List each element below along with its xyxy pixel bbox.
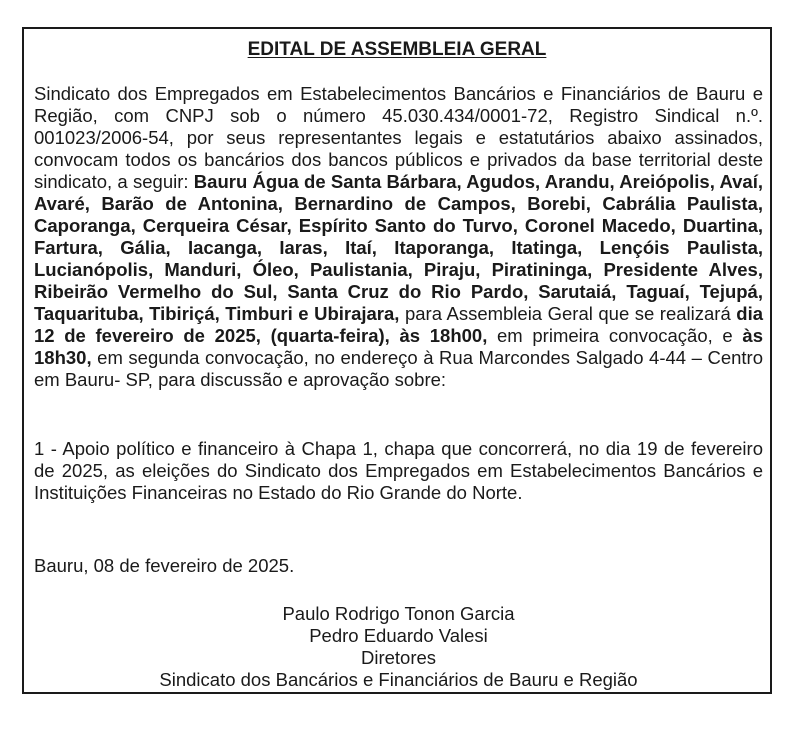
signatory-name-1: Paulo Rodrigo Tonon Garcia (282, 603, 515, 624)
agenda-item-1: 1 - Apoio político e financeiro à Chapa 1, chapa que concorrerá, no dia 19 de fevereiro de 2025, as eleições do Sindicato dos Empregados em Estabelecimentos Bancários e Instituições Financeiras no Estado do Rio Grande do Norte. (34, 438, 763, 503)
signatory-organization: Sindicato dos Bancários e Financiários de Bauru e Região (159, 669, 638, 690)
notice-frame (22, 27, 772, 694)
signatory-name-2: Pedro Eduardo Valesi (309, 625, 488, 646)
assembly-date: dia 12 de fevereiro de 2025, (quarta-feira), às 18h00, (34, 303, 763, 346)
place-date: Bauru, 08 de fevereiro de 2025. (34, 555, 295, 576)
second-call-time: às 18h30, (34, 325, 763, 368)
first-call-text: em primeira convocação, e (487, 325, 743, 346)
notice-title: EDITAL DE ASSEMBLEIA GERAL (247, 39, 547, 60)
cities-list: Bauru Água de Santa Bárbara, Agudos, Arandu, Areiópolis, Avaí, Avaré, Barão de Antonina, Bernardino de Campos, Borebi, Cabrália Paulista, Caporanga, Cerqueira César, Espírito Santo do Turvo, Coronel Macedo, Duartina, Fartura, Gália, Iacanga, Iaras, Itaí, Itaporanga, Itatinga, Lençóis Paulista, Lucianópolis, Manduri, Óleo, Paulistania, Piraju, Piratininga, Presidente Alves, Ribeirão Vermelho do Sul, Santa Cruz do Rio Pardo, Sarutaiá, Taguaí, Tejupá, Taquarituba, Tibiriçá, Timburi e Ubirajara, (34, 171, 763, 324)
assembly-text: para Assembleia Geral que se realizará (399, 303, 737, 324)
convocation-paragraph (34, 83, 763, 391)
signatory-role: Diretores (360, 647, 437, 668)
signature-block (34, 603, 763, 691)
intro-text: Sindicato dos Empregados em Estabelecimentos Bancários e Financiários de Bauru e Região, com CNPJ sob o número 45.030.434/0001-72, Registro Sindical n.º. 001023/2006-54, por seus representantes legais e estatutários abaixo assinados, convocam todos os bancários dos bancos públicos e privados da base territorial deste sindicato, a seguir: (34, 83, 763, 192)
second-call-text: em segunda convocação, no endereço à Rua Marcondes Salgado 4-44 – Centro em Bauru- SP, para discussão e aprovação sobre: (34, 347, 763, 390)
